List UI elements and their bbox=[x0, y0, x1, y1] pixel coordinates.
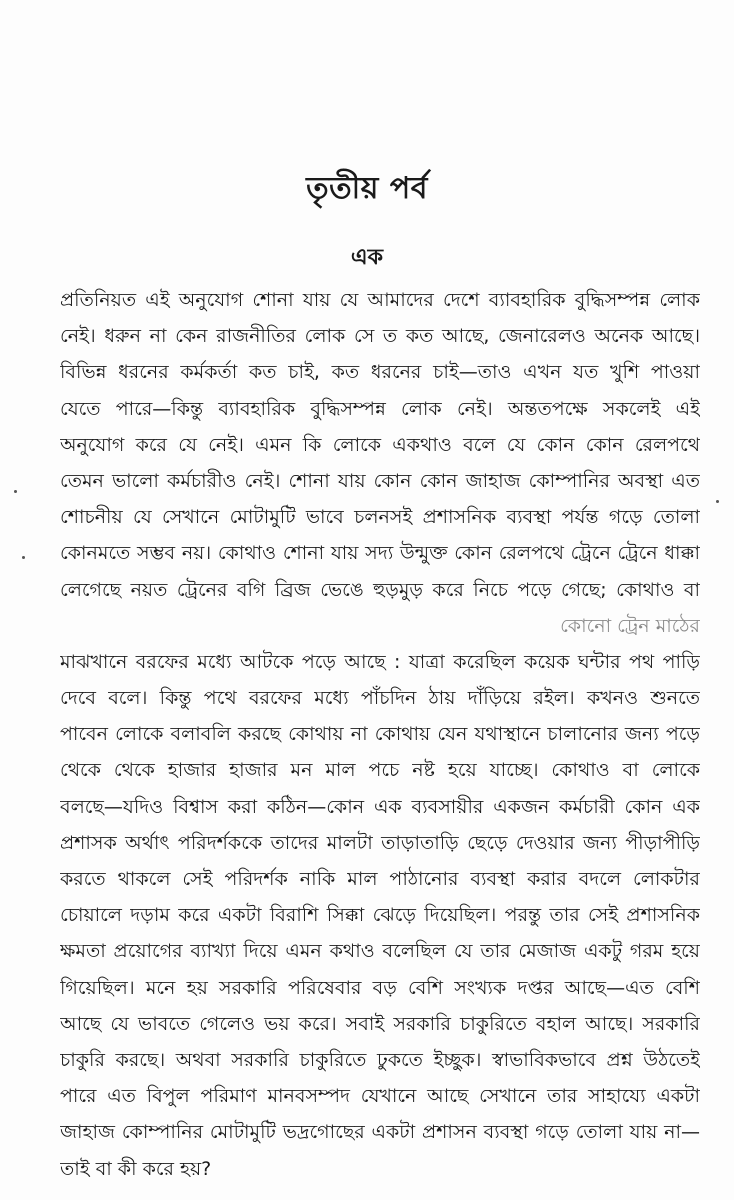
text-line: চাকুরি করছে। অথবা সরকারি চাকুরিতে ঢুকতে ইচ্ছুক। স্বাভাবিকভাবে প্রশ্ন উঠতেই bbox=[60, 1048, 700, 1071]
text-line: করতে থাকলে সেই পরিদর্শক নাকি মাল পাঠানোর ব্যবস্থা করার বদলে লোকটার bbox=[60, 868, 700, 890]
text-line-faded bbox=[60, 608, 700, 644]
text-line: দেবে বলে। কিন্তু পথে বরফের মধ্যে পাঁচদিন ঠায় দাঁড়িয়ে রইল। কখনও শুনতে bbox=[60, 687, 700, 710]
text-line: বলছে—যদিও বিশ্বাস করা কঠিন—কোন এক ব্যবসায়ীর একজন কর্মচারী কোন এক bbox=[60, 795, 700, 818]
text-line: পারে এত বিপুল পরিমাণ মানবসম্পদ যেখানে আছে সেখানে তার সাহায্যে একটা bbox=[60, 1085, 700, 1108]
text-line: মাঝখানে বরফের মধ্যে আটকে পড়ে আছে : যাত্রা করেছিল কয়েক ঘন্টার পথ পাড়ি bbox=[60, 650, 700, 673]
part-title: তৃতীয় পর্ব bbox=[306, 171, 428, 206]
text-line: প্রতিনিয়ত এই অনুযোগ শোনা যায় যে আমাদের দেশে ব্যাবহারিক বুদ্ধিসম্পন্ন লোক bbox=[60, 289, 700, 311]
text-line: থেকে থেকে হাজার হাজার মন মাল পচে নষ্ট হয়ে যাচ্ছে। কোথাও বা লোকে bbox=[60, 759, 700, 782]
text-line: শোচনীয় যে সেখানে মোটামুটি ভাবে চলনসই প্রশাসনিক ব্যবস্থা পর্যন্ত গড়ে তোলা bbox=[60, 506, 700, 529]
text-line: পাবেন লোকে বলাবলি করছে কোথায় না কোথায় যেন যথাস্থানে চালানোর জন্য পড়ে bbox=[60, 723, 700, 746]
text-line: চোয়ালে দড়াম করে একটা বিরাশি সিক্কা ঝেড়ে দিয়েছিল। পরন্তু তার সেই প্রশাসনিক bbox=[60, 904, 700, 927]
text-line: তেমন ভালো কর্মচারীও নেই। শোনা যায় কোন কোন জাহাজ কোম্পানির অবস্থা এত bbox=[60, 469, 700, 492]
text-line: অনুযোগ করে যে নেই। এমন কি লোকে একথাও বলে যে কোন কোন রেলপথে bbox=[60, 433, 700, 456]
text-line: আছে যে ভাবতে গেলেও ভয় করে। সবাই সরকারি চাকুরিতে বহাল আছে। সরকারি bbox=[60, 1012, 700, 1035]
chapter-title: এক bbox=[350, 244, 384, 270]
text-line: গিয়েছিল। মনে হয় সরকারি পরিষেবার বড় বেশি সংখ্যক দপ্তর আছে—এত বেশি bbox=[60, 976, 700, 999]
text-line: জাহাজ কোম্পানির মোটামুটি ভদ্রগোছের একটা প্রশাসন ব্যবস্থা গড়ে তোলা যায় না— bbox=[60, 1121, 700, 1144]
text-line: নেই। ধরুন না কেন রাজনীতির লোক সে ত কত আছে, জেনারেলও অনেক আছে। bbox=[60, 325, 700, 348]
text-line: ক্ষমতা প্রয়োগের ব্যাখ্যা দিয়ে এমন কথাও বলেছিল যে তার মেজাজ একটু গরম হয়ে bbox=[60, 940, 700, 963]
scan-speck bbox=[14, 490, 17, 493]
text-line-faded-fragment: কোনো ট্রেন মাঠের bbox=[560, 614, 700, 637]
text-line: যেতে পারে—কিন্তু ব্যাবহারিক বুদ্ধিসম্পন্ন লোক নেই। অন্ততপক্ষে সকলেই এই bbox=[60, 397, 700, 420]
text-line: বিভিন্ন ধরনের কর্মকর্তা কত চাই, কত ধরনের চাই—তাও এখন যত খুশি পাওয়া bbox=[60, 361, 700, 384]
scan-speck bbox=[22, 556, 25, 559]
body-text bbox=[60, 282, 700, 1187]
scan-speck bbox=[716, 500, 719, 503]
text-line: লেগেছে নয়ত ট্রেনের বগি ব্রিজ ভেঙে হুড়মুড় করে নিচে পড়ে গেছে; কোথাও বা bbox=[60, 578, 700, 601]
text-line-last: তাই বা কী করে হয়? bbox=[60, 1157, 212, 1180]
text-line: কোনমতে সম্ভব নয়। কোথাও শোনা যায় সদ্য উন্মুক্ত কোন রেলপথে ট্রেনে ট্রেনে ধাক্কা bbox=[60, 542, 700, 565]
text-line: প্রশাসক অর্থাৎ পরিদর্শককে তাদের মালটা তাড়াতাড়ি ছেড়ে দেওয়ার জন্য পীড়াপীড়ি bbox=[60, 831, 700, 854]
